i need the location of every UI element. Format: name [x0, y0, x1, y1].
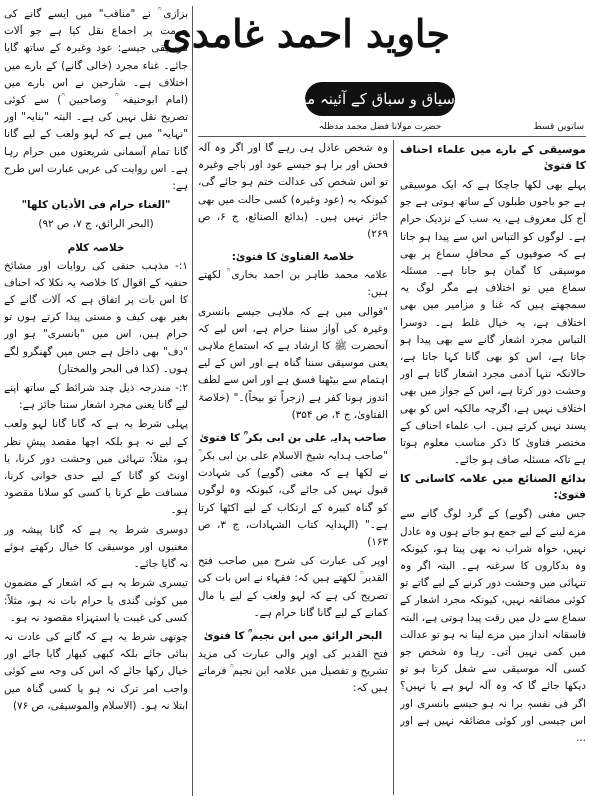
- section-heading: خلاصۃ الفتاویٰ کا فتویٰ:: [231, 251, 355, 264]
- column-divider-right: [393, 140, 394, 795]
- paragraph: فتح القدیر کی اوپر والی عبارت کی مزید تشریح و تفصیل میں علامہ ابن نجیم ؒ فرماتے ہیں کہ:: [198, 648, 388, 695]
- masthead: [162, 6, 450, 80]
- section-heading: بدائع الصنائع میں علامہ کاسانی کا فتویٰ:: [400, 472, 586, 502]
- author-line: حضرت مولانا فضل محمد مدظلہ: [318, 122, 442, 132]
- paragraph: ۲:- مندرجہ ذیل چند شرائط کے ساتھ اپنے لیے گانا یعنی مجرد اشعار سننا جائز ہے:: [4, 382, 188, 412]
- paragraph: وہ شخص عادل ہی رہے گا اور اگر وہ آلہ فحش اور برا ہو جیسے عود اور باجے وغیرہ تو اس شخص کی عدالت ختم ہو جائے گی، کیونکہ یہ (عود وغیرہ) کسی حالت میں بھی جائز نہیں ہیں۔ (بدائع الصنائع، ج ۶، ص ۲۶۹): [198, 142, 388, 241]
- column-right: [400, 140, 586, 796]
- column-middle: [198, 140, 388, 796]
- paragraph: چوتھی شرط یہ ہے کہ گانے کی عادت نہ بنائی جائے بلکہ کبھی کبھار گایا جائے اور خیال رکھا جائے کہ اس کی وجہ سے کوئی واجب امر ترک نہ ہو یا کسی گناہ میں ابتلا نہ ہو۔ (الاسلام والموسیقی، ص ۷۶): [4, 630, 188, 712]
- paragraph: اوپر کی عبارت کی شرح میں صاحب فتح القدیر ؒ لکھتے ہیں کہ: فقہاء نے اس بات کی تصریح کی ہے کہ لہو ولعب کے لیے یا مال کمانے کے لیے گانا گانا حرام ہے۔: [198, 555, 388, 619]
- column-divider-left: [192, 6, 193, 796]
- paragraph: دوسری شرط یہ ہے کہ گانا پیشہ ور مغنیوں اور موسیقی کا خیال رکھتے ہوئے نہ گایا جائے۔: [4, 523, 188, 571]
- paragraph: علامہ محمد طاہر بن احمد بخاری ؒ لکھتے ہیں:: [198, 269, 388, 299]
- paragraph: پہلے بھی لکھا جاچکا ہے کہ ایک موسیقی ہے جو باجوں طبلوں کے ساتھ ہوتی ہے جو آج کل معروف ہے، یہ سب کے نزدیک حرام ہے۔ لوگوں کو التباس اس سے پیدا ہو جاتا ہے کہ صوفیوں کے محافلِ سماع پر بھی موسیقی کا گمان ہو جاتا ہے۔ مسئلہ سماع میں تو اختلاف ہے مگر لوگ یہ سمجھتے ہیں کہ غنا و مزامیر میں بھی اختلاف ہے، یہ خیال غلط ہے۔ دوسرا التباس مجرد اشعار گانے سے بھی پیدا ہو جاتا ہے، اس کو بھی گانا کہا جاتا ہے، حالانکہ تنہا آدمی مجرد اشعار گاتا ہے اور وحشت دور کرتا ہے، اس کے جواز میں بھی اختلاف نہیں ہے، اگرچہ مالکیہ اس کو بھی پسند نہیں کرتے ہیں۔ اب علماء احناف کے مختصر فتاویٰ کا ذکر مناسب معلوم ہوتا ہے تاکہ مسئلہ صاف ہو جائے۔: [400, 179, 586, 467]
- paragraph: پہلی شرط یہ ہے کہ گانا گانا لہو ولعب کے لیے نہ ہو بلکہ اچھا مقصد پیشِ نظر ہو، مثلاً: تنہائی میں وحشت دور کرنا، یا اونٹ کو گانا کے لیے حدی خوانی کرنا، مسافت طے کرنا یا کسی کو سلانا مقصود ہو۔: [4, 418, 188, 517]
- section-heading: صاحب ہدایہ علی بن ابی بکر ؒ کا فتویٰ: [199, 432, 387, 445]
- page-title: جاوید احمد غامدی: [162, 11, 450, 56]
- paragraph: "قوالی میں ہے کہ ملاہی جیسے بانسری وغیرہ کی آواز سننا حرام ہے، اس لیے کہ آنحضرت ﷺ کا ارشاد ہے کہ استماع ملاہی یعنی موسیقی سننا گناہ ہے اور اس کے لیے اہتمام سے بیٹھنا فسق ہے اور اس سے لطف اندوز ہونا کفر ہے (زجراً تو بیخاً)۔" (خلاصۃ الفتاویٰ، ج ۴، ص ۳۵۴): [198, 305, 388, 421]
- paragraph: بزازی ؒ نے "مناقب" میں ایسے گانے کی حرمت پر اجماع نقل کیا ہے جو آلات موسیقی جیسے: عود وغیرہ کے ساتھ گایا جائے۔ غناء مجرد (خالی گانے) کے بارے میں اختلاف ہے۔ شارحین نے اس بارے میں (امام ابوحنیفہ ؒ وصاحبین ؒ) سے کوئی تصریح نقل نہیں کی ہے۔ البتہ "بنایہ" اور "نہایہ" میں ہے کہ لہو ولعب کے لیے گانا گانا تمام آسمانی شریعتوں میں حرام رہا ہے۔ اس روایت کی عربی عبارت اس طرح ہے:: [4, 8, 188, 193]
- arabic-quote: "الغناء حرام فی الأدیان کلھا": [21, 199, 171, 212]
- paragraph: "صاحب ہدایہ شیخ الاسلام علی بن ابی بکر ؒ نے لکھا ہے کہ مغنی (گویے) کی شہادت قبول نہیں کی جائے گی، کیونکہ وہ لوگوں کو گناہ کبیرہ کے ارتکاب کے لیے اکٹھا کرتا ہے۔" (الہدایہ کتاب الشہادات، ج ۳، ص ۱۶۳): [198, 450, 388, 549]
- column-left: [4, 6, 188, 796]
- citation: (البحر الرائق، ج ۷، ص ۹۲): [38, 218, 154, 231]
- section-heading: خلاصہ کلام: [67, 241, 125, 254]
- installment-label: ساتویں قسط: [533, 122, 584, 132]
- paragraph: ۱:- مذہب حنفی کی روایات اور مشائخ حنفیہ کے اقوال کا خلاصہ یہ نکلا کہ احناف کا اس بات پر اتفاق ہے کہ آلات گانے کے بغیر بھی کیف و مستی پیدا کرتے ہوں تو حرام ہیں، اس میں "بانسری" ہو اور "دف" بھی داخل ہے جس میں گھنگرو لگے ہوں۔ (کذا فی البحر والمختار): [4, 259, 188, 375]
- title-banner: سیاق و سباق کے آئینہ میں: [305, 82, 455, 116]
- section-heading: موسیقی کے بارے میں علماء احناف کا فتویٰ: [400, 143, 586, 172]
- header-rule: [198, 136, 586, 137]
- paragraph: جس مغنی (گویے) کے گرد لوگ گانے سے مزے لینے کے لیے جمع ہو جاتے ہوں وہ عادل نہیں، خواہ شراب نہ بھی پیتا ہو، کیونکہ وہ بدکاروں کا سرغنہ ہے۔ البتہ اگر وہ تنہائی میں وحشت دور کرنے کے لیے گاتے تو کوئی مضائقہ نہیں، کیونکہ مجرد اشعار کے سماع سے دل میں رقت پیدا ہوتی ہے، البتہ فاسقانہ انداز میں مزے لینا نہ ہو تو عدالت میں کمی نہیں آتی۔ رہا وہ شخص جو کسی آلہ موسیقی سے شغل کرتا ہو تو دیکھا جائے گا کہ وہ آلہ لہو ہے یا نہیں؟ اگر فی نفسہٖ برا نہ ہو جیسے بانسری اور اس جیسی اور کوئی مضائقہ نہیں ہے اور ...: [400, 508, 586, 745]
- paragraph: تیسری شرط یہ ہے کہ اشعار کے مضمون میں کوئی گندی یا حرام بات نہ ہو، مثلاً: کسی کی غیبت یا استہزاء مقصود نہ ہو۔: [4, 577, 188, 624]
- section-heading: البحر الرائق میں ابن نجیم ؒ کا فتویٰ: [203, 630, 383, 643]
